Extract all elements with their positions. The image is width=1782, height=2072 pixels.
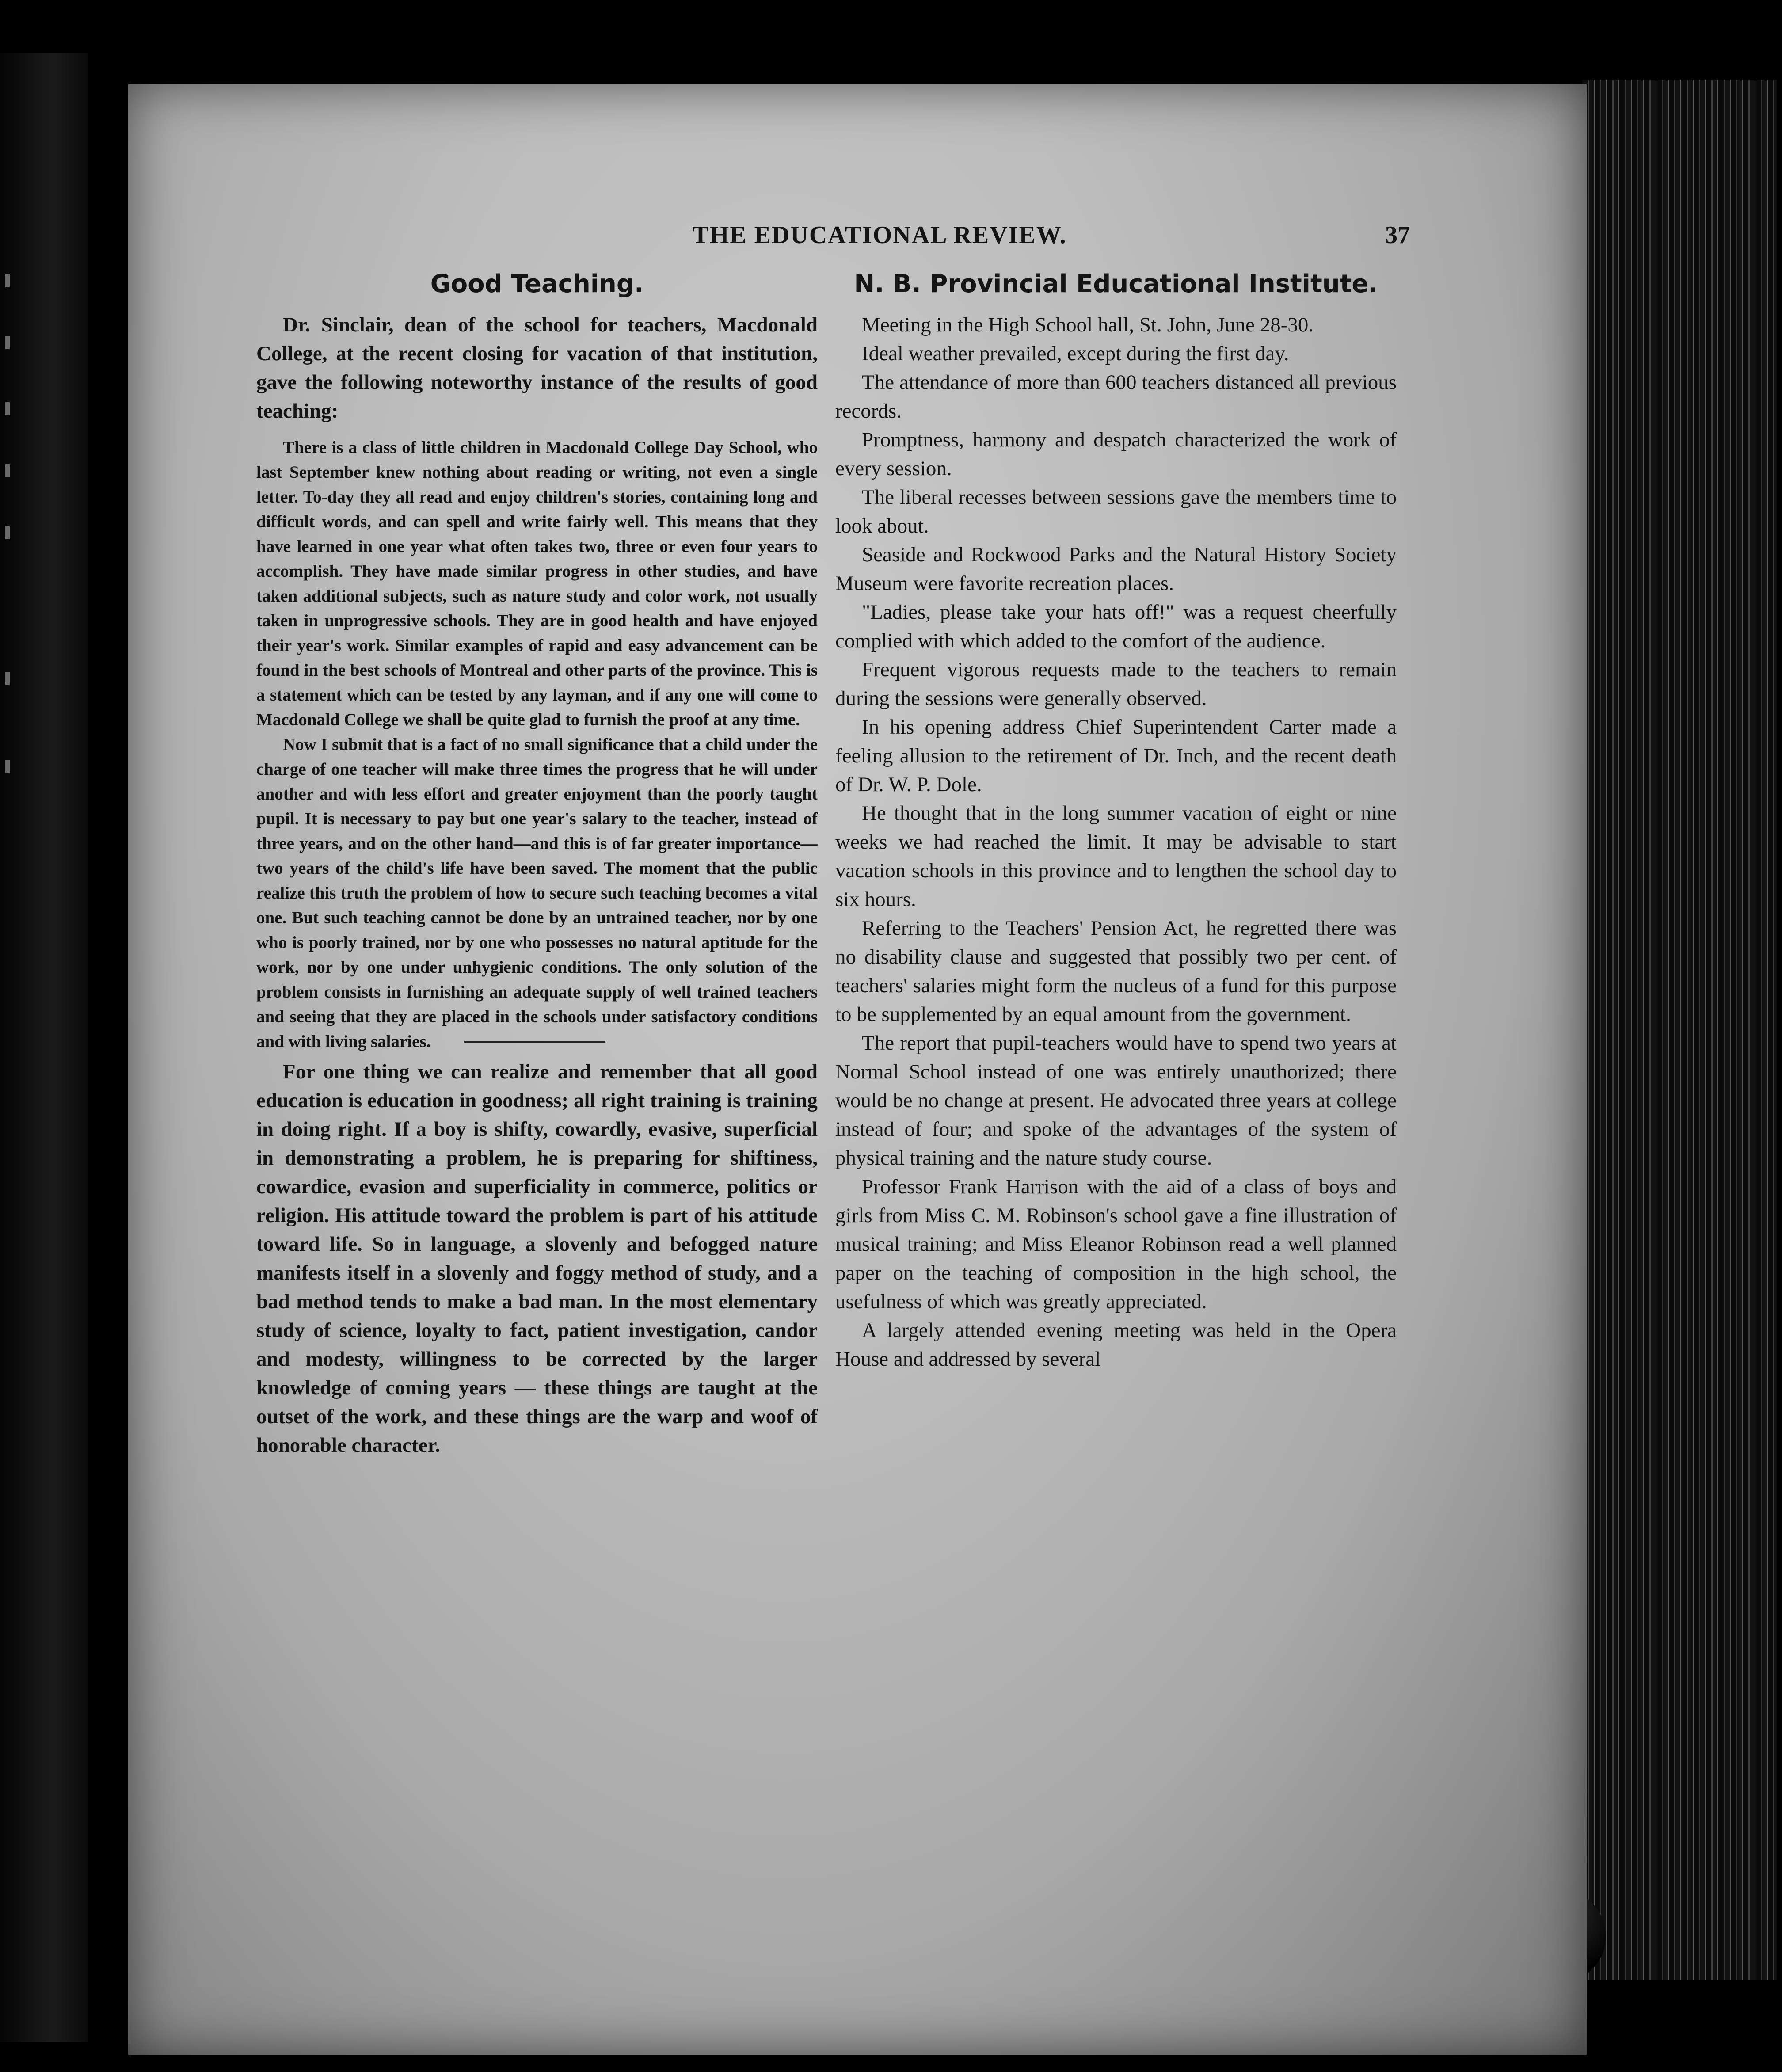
left-column [256, 270, 818, 1460]
section-divider [464, 1041, 605, 1043]
intro-paragraph: Dr. Sinclair, dean of the school for teachers, Macdonald College, at the recent closing for vacation of that institution, gave the following noteworthy instance of the results of good teaching: [256, 313, 818, 423]
book-page-edges [1582, 80, 1777, 1980]
institute-paragraph: The liberal recesses between sessions gave the members time to look about. [835, 486, 1397, 537]
facing-page-edge [0, 53, 88, 2042]
institute-paragraph: The report that pupil-teachers would have to spend two years at Normal School instead of one was entirely unauthorized; there would be no change at present. He advocated three years at college instead of four; and spoke of the advantages of the system of physical training and the nature study course. [835, 1032, 1397, 1169]
institute-paragraph: The attendance of more than 600 teachers distanced all previous records. [835, 371, 1397, 423]
book-page [128, 84, 1587, 2055]
institute-paragraph: "Ladies, please take your hats off!" was a request cheerfully complied with which added to the comfort of the audience. [835, 601, 1397, 652]
right-column [835, 270, 1397, 1374]
institute-paragraph: Seaside and Rockwood Parks and the Natural History Society Museum were favorite recreation places. [835, 543, 1397, 595]
institute-paragraph: He thought that in the long summer vacation of eight or nine weeks we had reached the limit. It may be advisable to start vacation schools in this province and to lengthen the school day to six hours. [835, 802, 1397, 911]
quote-paragraph: Now I submit that is a fact of no small significance that a child under the charge of one teacher will make three times the progress that he will under another and with less effort and greater enjoyment than the poorly taught pupil. It is necessary to pay but one year's salary to the teacher, instead of three years, and on the other hand—and this is of far greater importance—two years of the child's life have been saved. The moment that the public realize this truth the problem of how to secure such teaching becomes a vital one. But such teaching cannot be done by an untrained teacher, nor by one who is poorly trained, nor by one who possesses no natural aptitude for the work, nor by one under unhygienic conditions. The only solution of the problem consists in furnishing an adequate supply of well trained teachers and seeing that they are placed in the schools under satisfactory conditions and with living salaries. [256, 735, 818, 1051]
institute-paragraph: Promptness, harmony and despatch characterized the work of every session. [835, 428, 1397, 480]
article-heading-institute: N. B. Provincial Educational Institute. [854, 270, 1378, 298]
closing-paragraph: For one thing we can realize and remember that all good education is education in goodness; all right training is training in doing right. If a boy is shifty, cowardly, evasive, superficial in demonstrating a problem, he is preparing for shiftiness, cowardice, evasion and superficiality in commerce, politics or religion. His attitude toward the problem is part of his attitude toward life. So in language, a slovenly and befogged nature manifests itself in a slovenly and foggy method of study, and a bad method tends to make a bad man. In the most elementary study of science, loyalty to fact, patient investigation, candor and modesty, willingness to be corrected by the larger knowledge of coming years — these things are taught at the outset of the work, and these things are the warp and woof of honorable character. [256, 1060, 818, 1457]
institute-paragraph: Referring to the Teachers' Pension Act, he regretted there was no disability clause and suggested that possibly two per cent. of teachers' salaries might form the nucleus of a fund for this purpose to be supplemented by an equal amount from the government. [835, 917, 1397, 1026]
quoted-passage [256, 435, 818, 1054]
institute-paragraph: Ideal weather prevailed, except during the first day. [862, 342, 1289, 365]
running-title: THE EDUCATIONAL REVIEW. [692, 221, 1067, 249]
running-head [128, 221, 1587, 256]
quote-paragraph: There is a class of little children in Macdonald College Day School, who last September knew nothing about reading or writing, not even a single letter. To-day they all read and enjoy children's stories, containing long and difficult words, and can spell and write fairly well. This means that they have learned in one year what often takes two, three or even four years to accomplish. They have made similar progress in other studies, and have taken additional subjects, such as nature study and color work, not usually taken in unprogressive schools. They are in good health and have enjoyed their year's work. Similar examples of rapid and easy advancement can be found in the best schools of Montreal and other parts of the province. This is a statement which can be tested by any layman, and if any one will come to Macdonald College we shall be quite glad to furnish the proof at any time. [256, 438, 818, 729]
institute-paragraph: In his opening address Chief Superintendent Carter made a feeling allusion to the retirement of Dr. Inch, and the recent death of Dr. W. P. Dole. [835, 716, 1397, 796]
institute-paragraph: A largely attended evening meeting was held in the Opera House and addressed by several [835, 1319, 1397, 1371]
institute-paragraph: Professor Frank Harrison with the aid of a class of boys and girls from Miss C. M. Robinson's school gave a fine illustration of musical training; and Miss Eleanor Robinson read a well planned paper on the teaching of composition in the high school, the usefulness of which was greatly appreciated. [835, 1175, 1397, 1313]
page-number: 37 [1385, 221, 1410, 249]
institute-paragraph: Meeting in the High School hall, St. John, June 28-30. [862, 313, 1314, 336]
article-heading-good-teaching: Good Teaching. [430, 270, 644, 298]
institute-paragraph: Frequent vigorous requests made to the teachers to remain during the sessions were generally observed. [835, 658, 1397, 710]
